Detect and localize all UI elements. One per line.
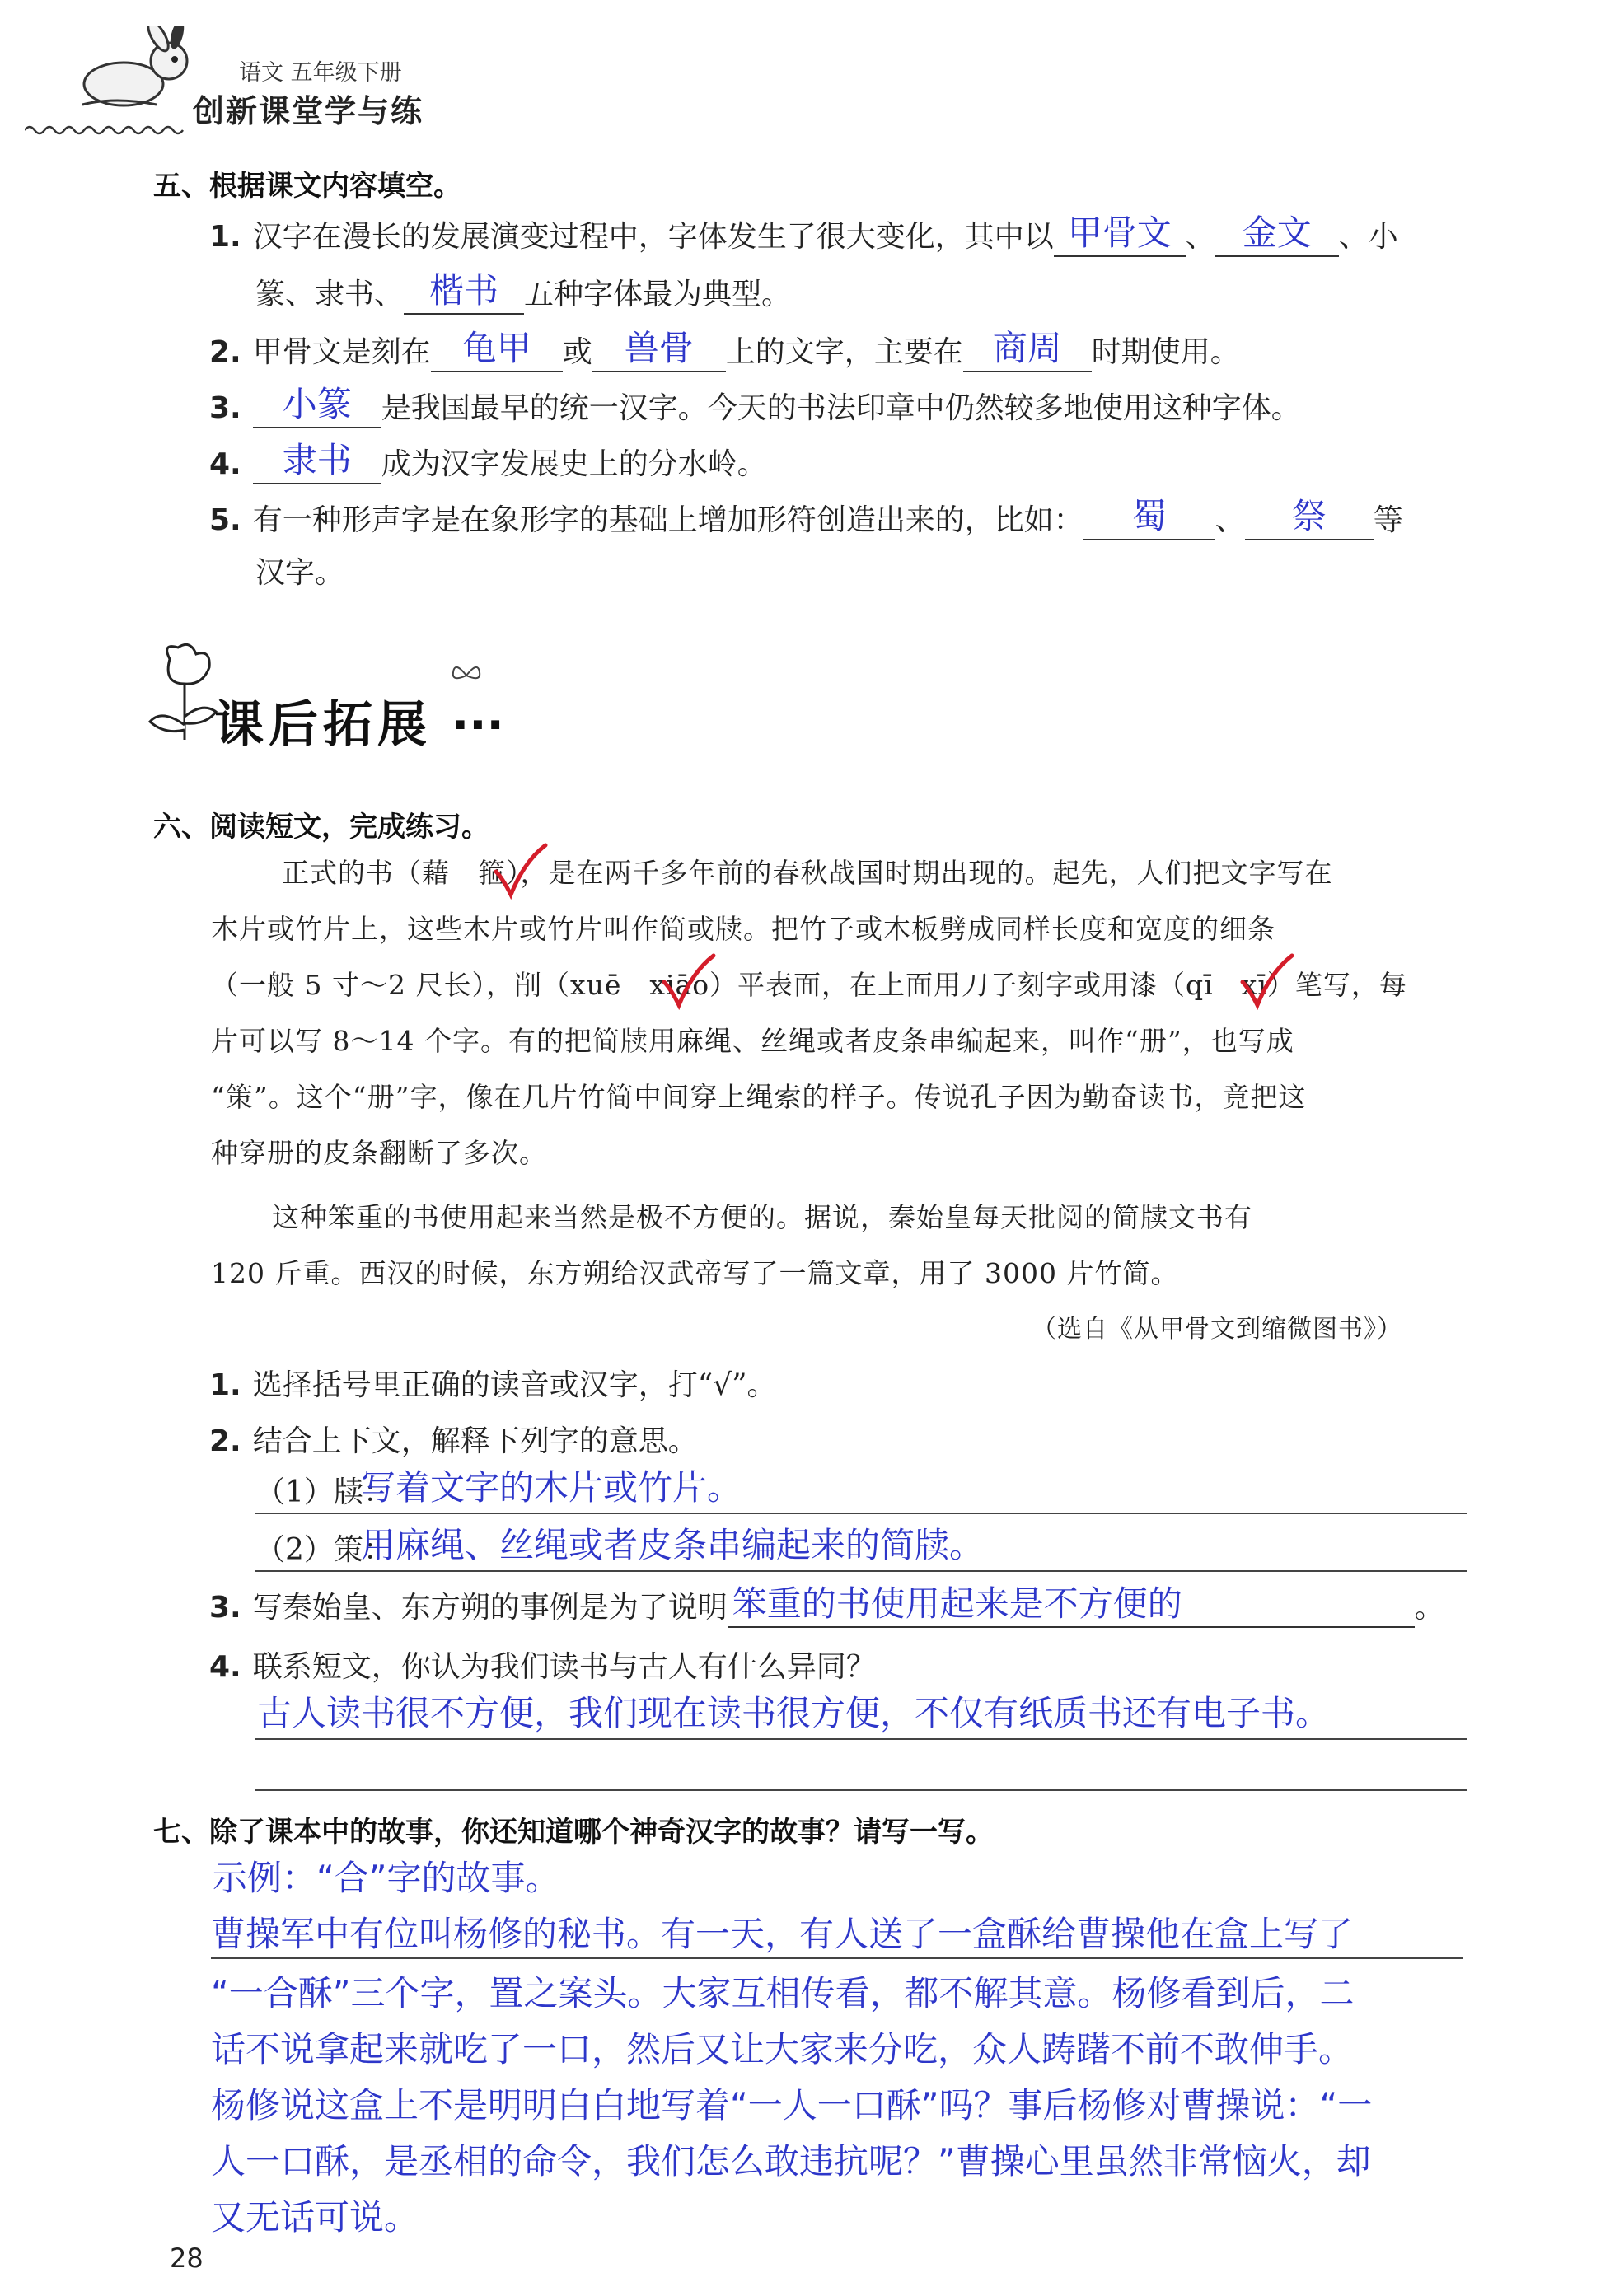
s5-q1-blank2[interactable]: 金文	[1215, 216, 1339, 257]
s7-answer-line-4: 话不说拿起来就吃了一口，然后又让大家来分吃，众人踌躇不前不敢伸手。	[211, 2029, 1354, 2069]
s6-q4-answer-line2[interactable]	[255, 1748, 1467, 1791]
passage-line-7: 这种笨重的书使用起来当然是极不方便的。据说，秦始皇每天批阅的简牍文书有	[272, 1201, 1252, 1233]
s5-q2-blank3[interactable]: 商周	[963, 331, 1092, 372]
s6-q2-sub1-answer: 写着文字的木片或竹片。	[361, 1467, 742, 1508]
s6-q2-sub1-line[interactable]: （1）牍： 写着文字的木片或竹片。	[255, 1468, 1467, 1514]
s6-q3-blank[interactable]: 笨重的书使用起来是不方便的	[728, 1587, 1415, 1628]
s6-q2: 2. 结合上下文，解释下列字的意思。	[209, 1424, 698, 1458]
check-mark-icon	[491, 842, 550, 901]
s5-q1-line2: 篆、隶书、 楷书 五种字体最为典型。	[255, 274, 791, 315]
header-subject: 语文 五年级下册	[239, 60, 402, 86]
s5-q1-blank3[interactable]: 楷书	[404, 274, 524, 315]
s5-q5-line2: 汉字。	[255, 556, 345, 590]
passage-line-6: 种穿册的皮条翻断了多次。	[211, 1137, 547, 1169]
s7-answer-line-2: 曹操军中有位叫杨修的秘书。有一天，有人送了一盒酥给曹操他在盒上写了	[211, 1914, 1354, 1954]
butterfly-icon	[450, 661, 483, 690]
s6-q4-answer: 古人读书很不方便，我们现在读书很方便，不仅有纸质书还有电子书。	[257, 1693, 1331, 1733]
check-mark-icon	[659, 952, 718, 1012]
s5-q1-line1: 1. 汉字在漫长的发展演变过程中，字体发生了很大变化，其中以 甲骨文 、 金文 、小	[209, 216, 1398, 257]
s5-q2-blank2[interactable]: 兽骨	[592, 331, 726, 372]
section5-title: 五、根据课文内容填空。	[153, 170, 461, 203]
s7-answer-rule-2[interactable]	[211, 1910, 1463, 1959]
s7-answer-line-3: “一合酥”三个字，置之案头。大家互相传看，都不解其意。杨修看到后，二	[211, 1973, 1355, 2013]
passage-line-2: 木片或竹片上，这些木片或竹片叫作简或牍。把竹子或木板劈成同样长度和宽度的细条	[211, 913, 1275, 945]
banner-title: 课后拓展	[214, 696, 432, 754]
section7-title: 七、除了课本中的故事，你还知道哪个神奇汉字的故事？请写一写。	[153, 1816, 994, 1849]
check-mark-icon	[1238, 952, 1297, 1012]
rabbit-icon	[66, 26, 198, 117]
s7-answer-line-1: 示例：“合”字的故事。	[213, 1858, 560, 1898]
s6-q1: 1. 选择括号里正确的读音或汉字，打“√”。	[209, 1368, 777, 1402]
banner-dots: ...	[452, 687, 504, 741]
s6-q2-sub2-line[interactable]: （2）策： 用麻绳、丝绳或者皮条串编起来的简牍。	[255, 1526, 1467, 1572]
passage-line-8: 120 斤重。西汉的时候，东方朔给汉武帝写了一篇文章，用了 3000 片竹简。	[211, 1257, 1179, 1289]
s7-answer-line-5: 杨修说这盒上不是明明白白地写着“一人一口酥”吗？事后杨修对曹操说：“一	[211, 2085, 1373, 2125]
section6-title: 六、阅读短文，完成练习。	[153, 811, 489, 844]
passage-line-5: “策”。这个“册”字，像在几片竹简中间穿上绳索的样子。传说孔子因为勤奋读书，竟把这	[211, 1081, 1307, 1113]
s6-q3: 3. 写秦始皇、东方朔的事例是为了说明 笨重的书使用起来是不方便的 。	[209, 1587, 1444, 1628]
page-number: 28	[170, 2242, 204, 2274]
s5-q2-blank1[interactable]: 龟甲	[431, 331, 563, 372]
s5-q4: 4. 隶书 成为汉字发展史上的分水岭。	[209, 443, 767, 484]
s6-q4: 4. 联系短文，你认为我们读书与古人有什么异同？	[209, 1650, 876, 1684]
s5-q5-blank2[interactable]: 祭	[1245, 499, 1374, 540]
s5-q3-blank1[interactable]: 小篆	[253, 387, 381, 428]
s5-q2: 2. 甲骨文是刻在 龟甲 或 兽骨 上的文字，主要在 商周 时期使用。	[209, 331, 1240, 372]
s5-q4-blank1[interactable]: 隶书	[253, 443, 381, 484]
s5-q5-blank1[interactable]: 蜀	[1083, 499, 1215, 540]
s7-answer-line-7: 又无话可说。	[211, 2197, 419, 2238]
s5-q1-blank1[interactable]: 甲骨文	[1054, 216, 1186, 257]
header-title: 创新课堂学与练	[193, 93, 424, 129]
s5-q3: 3. 小篆 是我国最早的统一汉字。今天的书法印章中仍然较多地使用这种字体。	[209, 387, 1301, 428]
s6-q4-answer-line1[interactable]	[255, 1689, 1467, 1740]
passage-source: （选自《从甲骨文到缩微图书》）	[1032, 1315, 1402, 1344]
passage-line-4: 片可以写 8～14 个字。有的把简牍用麻绳、丝绳或者皮条串编起来，叫作“册”，也写成	[211, 1025, 1294, 1057]
s5-q5-line1: 5. 有一种形声字是在象形字的基础上增加形符创造出来的，比如： 蜀 、 祭 等	[209, 499, 1403, 540]
passage-line-3: （一般 5 寸～2 尺长），削（xuē xiāo）平表面，在上面用刀子刻字或用漆（qī xī）笔写，每	[211, 969, 1407, 1001]
s7-answer-line-6: 人一口酥，是丞相的命令，我们怎么敢违抗呢？”曹操心里虽然非常恼火，却	[211, 2141, 1371, 2181]
s6-q2-sub2-answer: 用麻绳、丝绳或者皮条串编起来的简牍。	[361, 1525, 985, 1565]
passage-line-1: 正式的书（藉 箍），是在两千多年前的春秋战国时期出现的。起先，人们把文字写在	[282, 857, 1333, 889]
header-wave-divider	[25, 122, 190, 138]
header-logo	[66, 26, 198, 120]
